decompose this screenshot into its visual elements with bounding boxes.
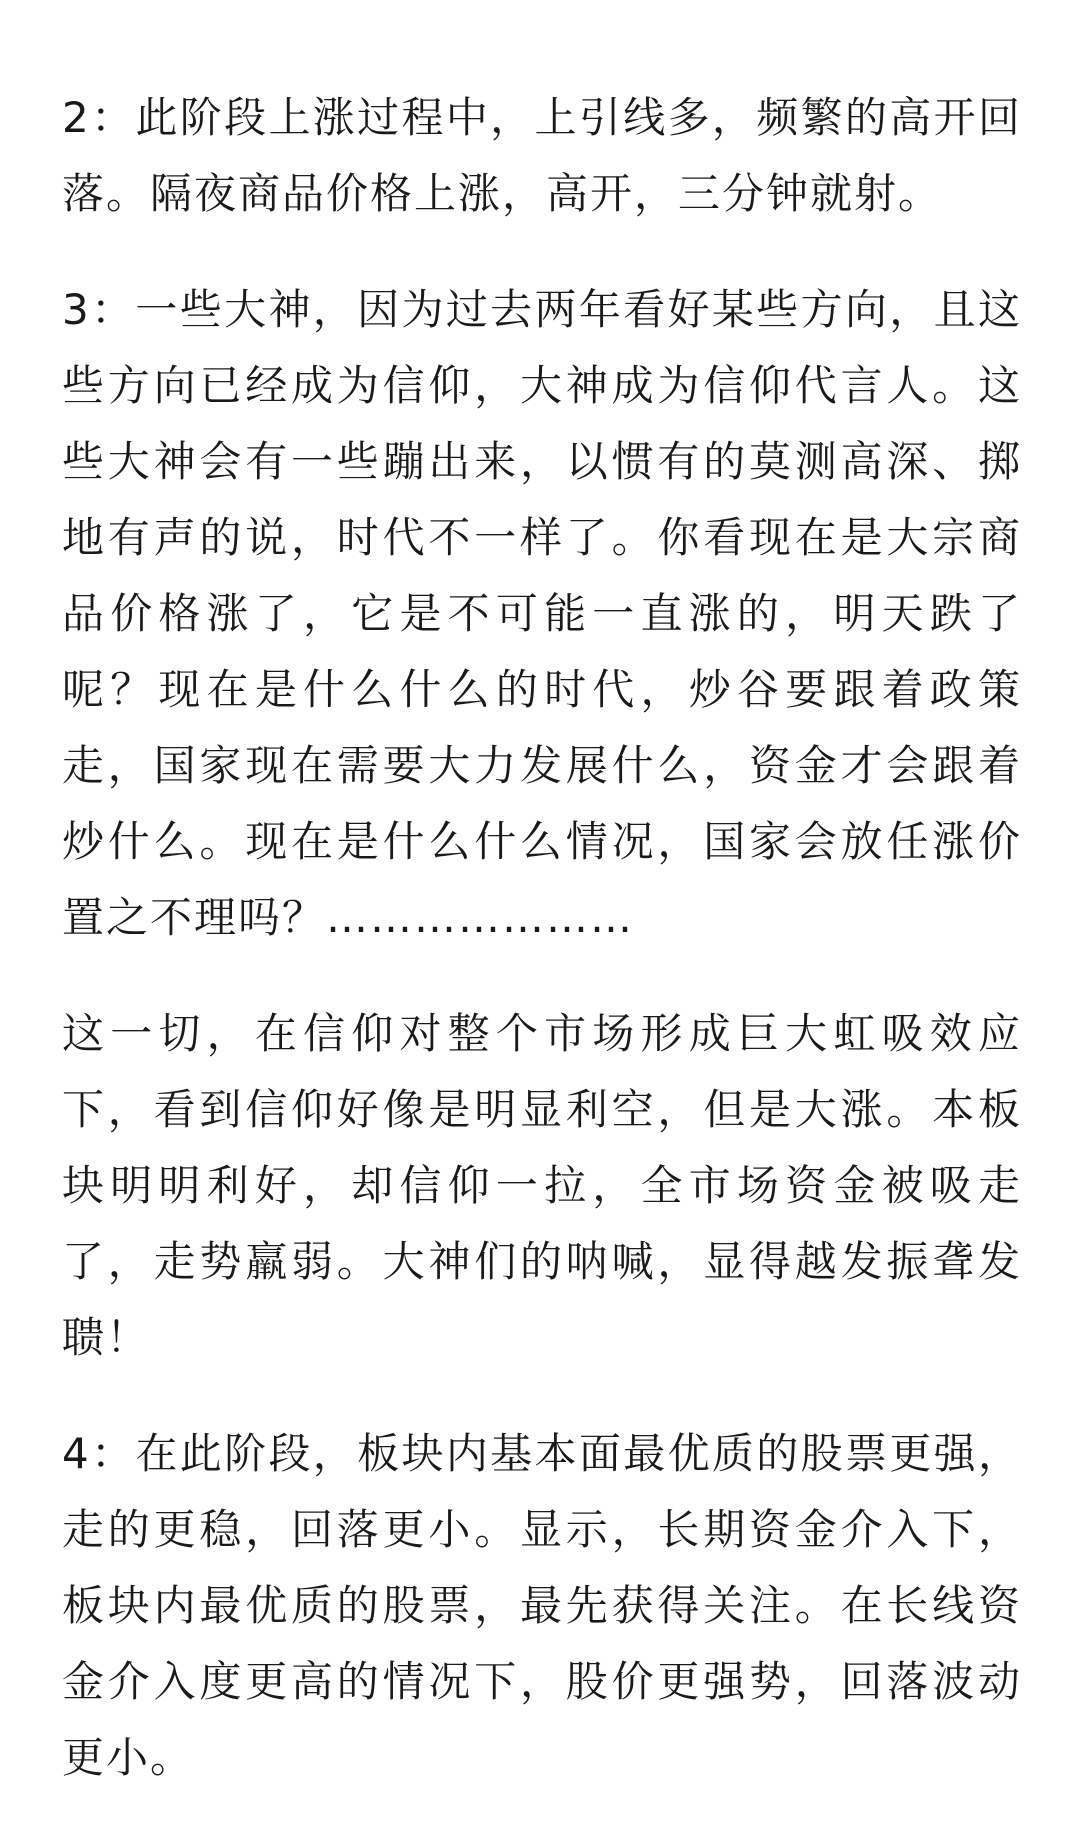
article-body: [62, 80, 1022, 1836]
paragraph-point-2: 2：此阶段上涨过程中，上引线多，频繁的高开回落。隔夜商品价格上涨，高开，三分钟就射。: [62, 93, 1022, 218]
paragraph-point-3: 3：一些大神，因为过去两年看好某些方向，且这些方向已经成为信仰，大神成为信仰代言人。这些大神会有一些蹦出来，以惯有的莫测高深、掷地有声的说，时代不一样了。你看现在是大宗商品价格涨了，它是不可能一直涨的，明天跌了呢？现在是什么什么的时代，炒谷要跟着政策走，国家现在需要大力发展什么，资金才会跟着炒什么。现在是什么什么情况，国家会放任涨价置之不理吗？…………………: [62, 285, 1022, 942]
paragraph-siphon-effect: 这一切，在信仰对整个市场形成巨大虹吸效应下，看到信仰好像是明显利空，但是大涨。本板块明明利好，却信仰一拉，全市场资金被吸走了，走势羸弱。大神们的呐喊，显得越发振聋发聩！: [62, 1009, 1022, 1362]
paragraph-point-4: 4：在此阶段，板块内基本面最优质的股票更强，走的更稳，回落更小。显示，长期资金介入下，板块内最优质的股票，最先获得关注。在长线资金介入度更高的情况下，股价更强势，回落波动更小。: [62, 1429, 1022, 1782]
